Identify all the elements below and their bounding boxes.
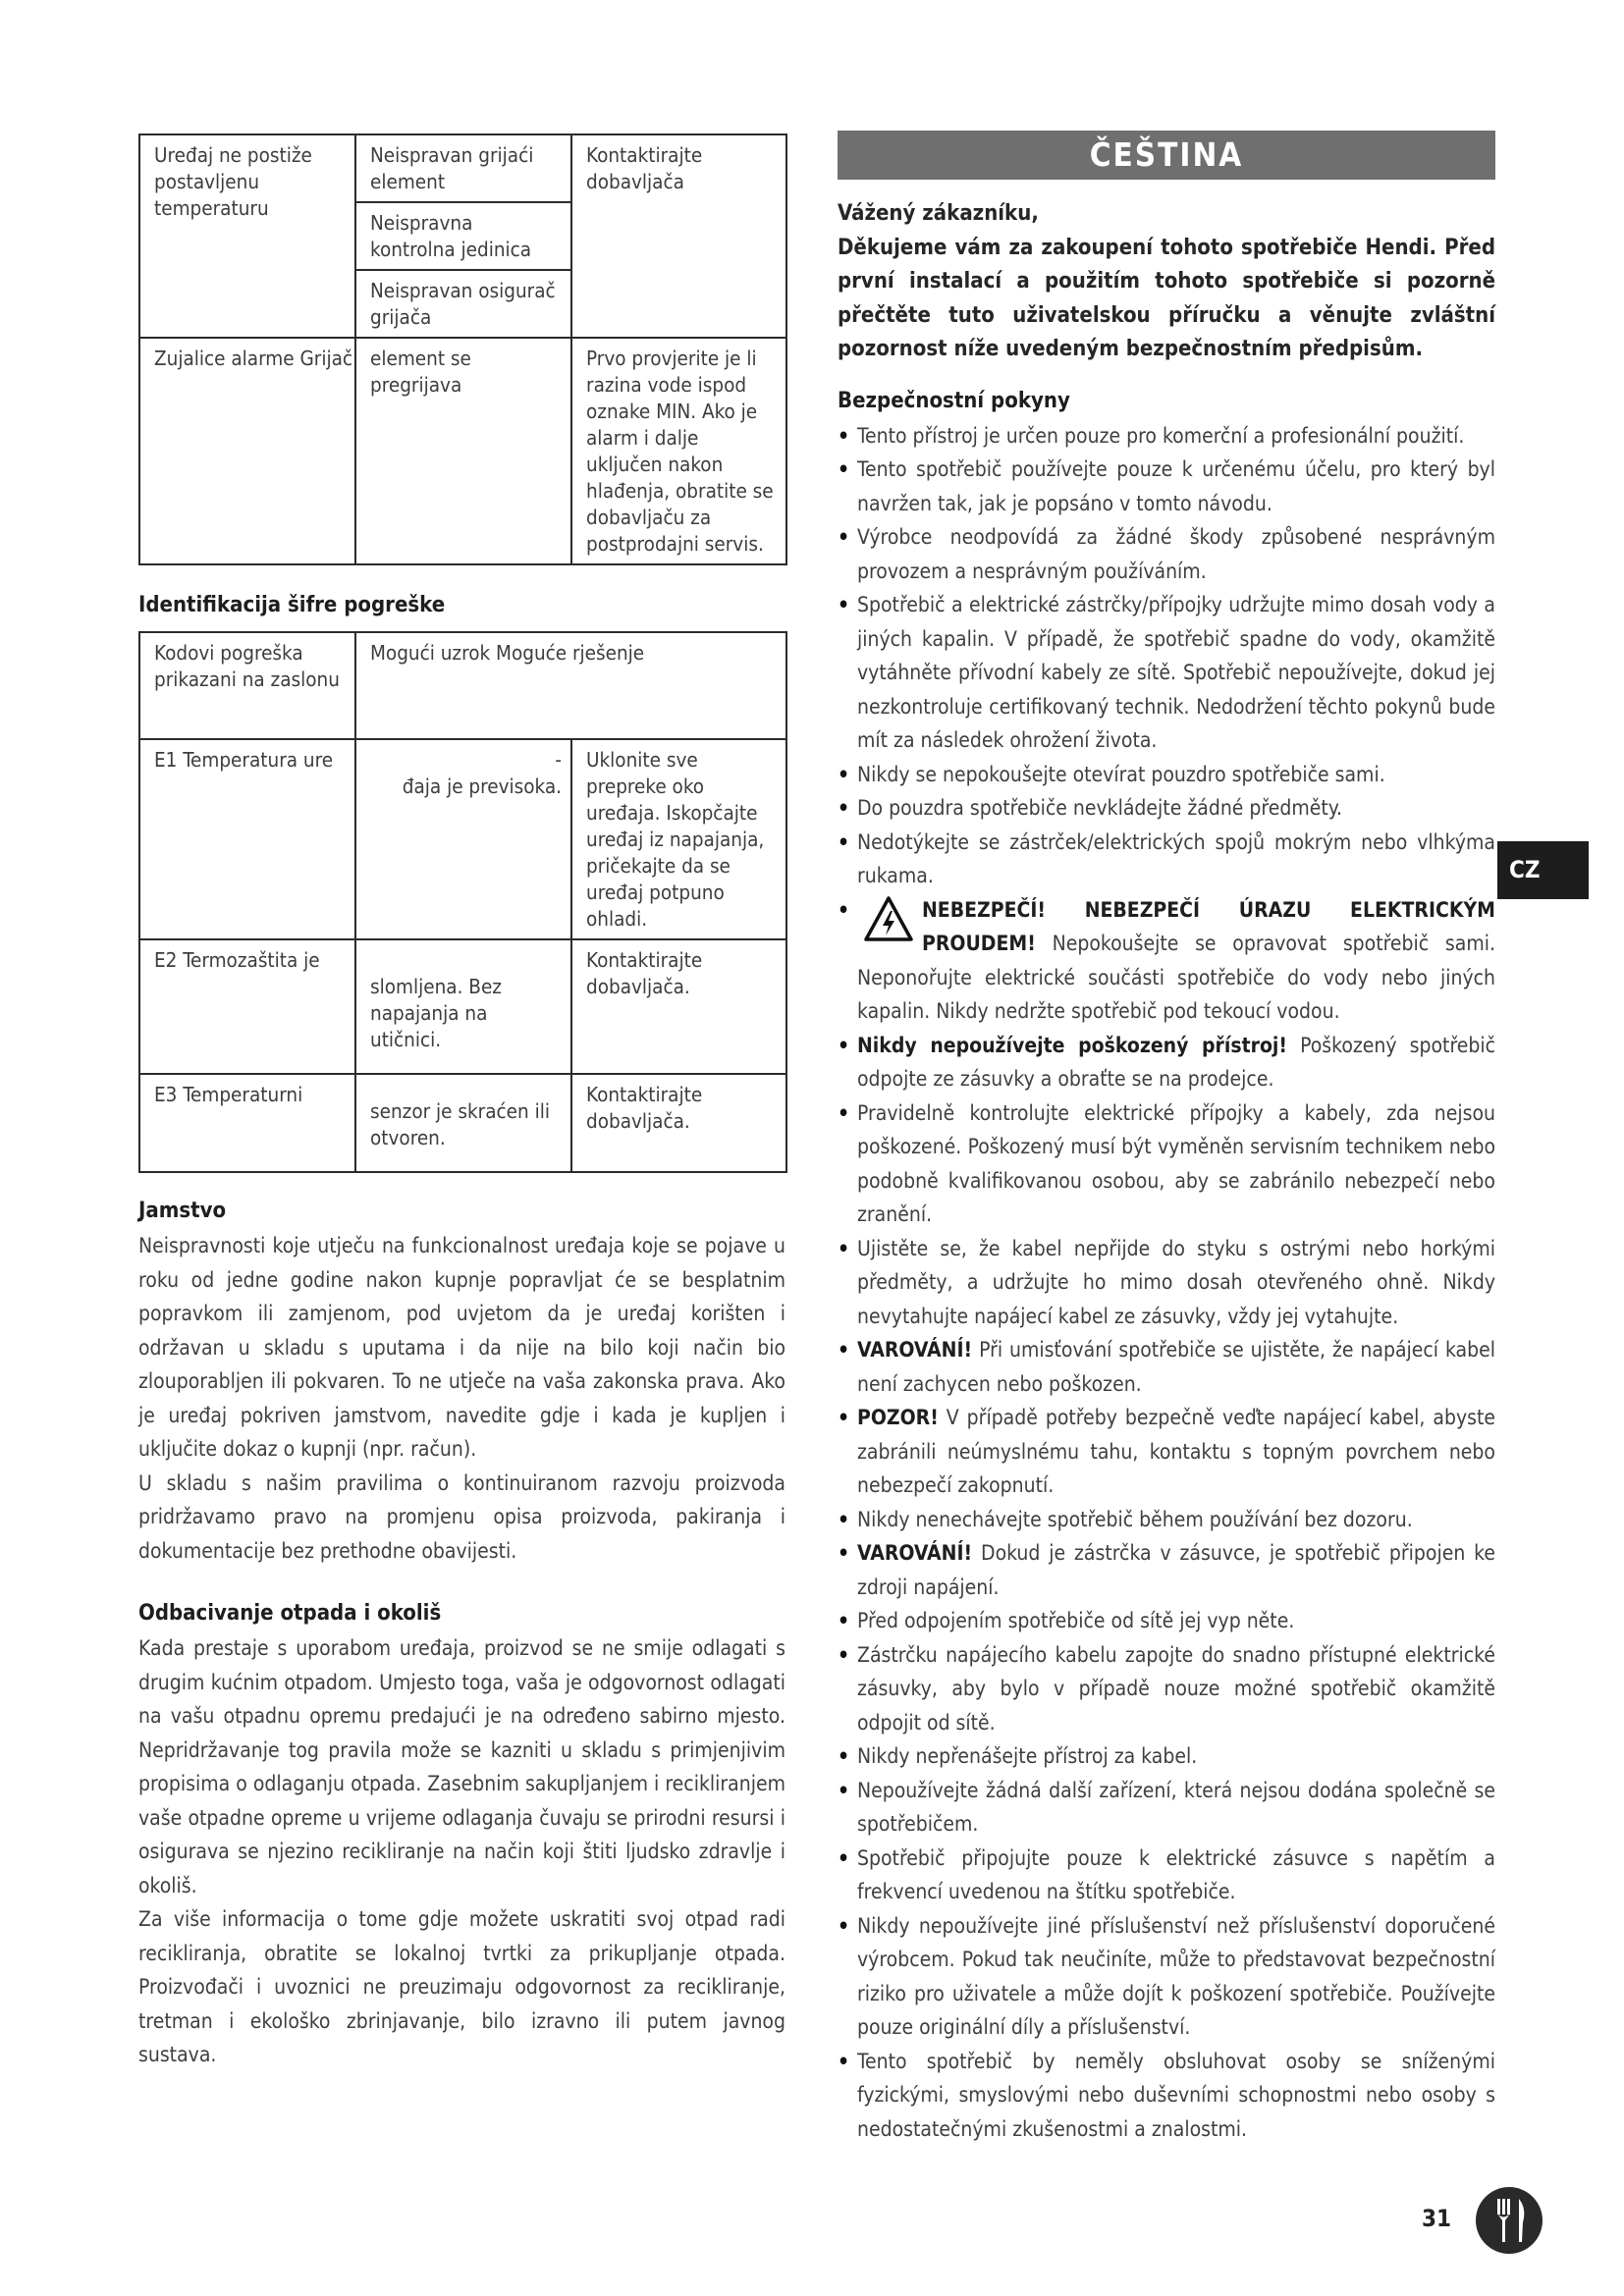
table-cell: senzor je skraćen ili otvoren. [355, 1074, 571, 1172]
warning-text: Poškozený spotřebič odpojte ze zásuvky a obraťte se na prodejce. [857, 1033, 1496, 1091]
table-cell: slomljena. Bez napajanja na utičnici. [355, 939, 571, 1074]
table-cell: E1 Temperatura ure [139, 739, 355, 939]
table-cell: - đaja je previsoka. [355, 739, 571, 939]
table-cell: element se pregrijava [355, 338, 571, 564]
list-item [838, 1536, 1495, 1604]
danger-text: Nepokoušejte se opravovat spotřebič sami. Neponořujte elektrické součásti spotřebiče do vody nebo jiných kapalin. Nikdy nedržte spotřebič pod tekoucí vodou. [857, 932, 1495, 1023]
troubleshooting-table [138, 133, 787, 565]
safety-list [838, 419, 1495, 2147]
warning-text: Při umisťování spotřebiče se ujistěte, že napájecí kabel není zachycen nebo poškozen. [857, 1338, 1495, 1396]
language-tab: CZ [1497, 841, 1589, 899]
right-column [838, 131, 1495, 2146]
table-row [139, 739, 786, 939]
warranty-paragraph: Neispravnosti koje utječu na funkcionalnost uređaja koje se pojave u roku od jedne godine nakon kupnje popravljat će se besplatnim popravkom ili zamjenom, pod uvjetom da je uređaj korišten i održavan u skladu s uputama i da nije na bilo koji način bio zlouporabljen ili pokvaren. To ne utječe na vaša zakonska prava. Ako je uređaj pokriven jamstvom, navedite gdje i kada je kupljen i uključite dokaz o kupnji (npr. račun). [138, 1234, 785, 1461]
list-item: • Nikdy se nepokoušejte otevírat pouzdro spotřebiče sami. [838, 758, 1495, 792]
table-row [139, 939, 786, 1074]
table-cell: Prvo provjerite je li razina vode ispod oznake MIN. Ako je alarm i dalje uključen nakon hlađenja, obratite se dobavljaču za postprodajni servis. [571, 338, 786, 564]
table-row [139, 134, 786, 338]
table-header-cell: Kodovi pogreška prikazani na zaslonu [139, 632, 355, 739]
cause-item: Neispravna kontrolna jedinica [356, 203, 570, 271]
list-item [838, 1401, 1495, 1503]
warranty-paragraph: U skladu s našim pravilima o kontinuiranom razvoju proizvoda pridržavamo pravo na promjenu opisa proizvoda, pakiranja i dokumentacije bez prethodne obavijesti. [138, 1470, 785, 1563]
disposal-title: Odbacivanje otpada i okoliš [138, 1601, 442, 1626]
list-item: • Před odpojením spotřebiče od sítě jej vyp něte. [838, 1604, 1495, 1638]
greeting: Vážený zákazníku, [838, 201, 1039, 226]
warning-label: Nikdy nepoužívejte poškozený přístroj! [857, 1033, 1288, 1057]
table-cell: E2 Termozaštita je [139, 939, 355, 1074]
list-item: • Tento spotřebič používejte pouze k určenému účelu, pro který byl navržen tak, jak je popsáno v tomto návodu. [838, 453, 1495, 520]
disposal-paragraph: Za više informacija o tome gdje možete uskratiti svoj otpad radi recikliranja, obratite se lokalnoj tvrtki za prikupljanje otpada. Proizvođači i uvoznici ne preuzimaju odgovornost za recikliranje, tretman i ekološko zbrinjavanje, bilo izravno ili putem javnog sustava. [138, 1907, 785, 2066]
table-cell: E3 Temperaturni [139, 1074, 355, 1172]
list-item: • Zástrčku napájecího kabelu zapojte do snadno přístupné elektrické zásuvky, aby bylo v případě nouze možné spotřebič okamžitě odpojit od sítě. [838, 1638, 1495, 1740]
disposal-paragraph: Kada prestaje s uporabom uređaja, proizvod se ne smije odlagati s drugim kućnim otpadom. Umjesto toga, vaša je odgovornost odlagati na vašu otpadnu opremu predajući je na određeno sabirno mjesto. Nepridržavanje tog pravila može se kazniti u skladu s primjenjivim propisima o odlaganju otpada. Zasebnim sakupljanjem i recikliranjem vaše otpadne opreme u vrijeme odlaganja čuvaju se prirodni resursi i osigurava se njezino recikliranje na način koji štiti ljudsko zdravlje i okoliš. [138, 1636, 785, 1897]
list-item: • Pravidelně kontrolujte elektrické přípojky a kabely, zda nejsou poškozené. Poškozený musí být vyměněn servisním technikem nebo podobně kvalifikovanou osobou, aby se zabránilo nebezpečí nebo zranění. [838, 1096, 1495, 1232]
table-cell: Kontaktirajte dobavljača [571, 134, 786, 338]
left-column [138, 131, 785, 2072]
list-item: • Nepoužívejte žádná další zařízení, která nejsou dodána společně se spotřebičem. [838, 1774, 1495, 1842]
table-cell: Uklonite sve prepreke oko uređaja. Iskopčajte uređaj iz napajanja, pričekajte da se uređaj potpuno ohladi. [571, 739, 786, 939]
table-cell: Zujalice alarme Grijač [139, 338, 355, 564]
table-cell: Uređaj ne postiže postavljenu temperaturu [139, 134, 355, 338]
error-code-heading: Identifikacija šifre pogreške [138, 593, 446, 617]
table-row [139, 1074, 786, 1172]
list-item: • Nedotýkejte se zástrček/elektrických spojů mokrým nebo vlhkýma rukama. [838, 826, 1495, 893]
electric-hazard-icon [863, 895, 914, 942]
warning-label: VAROVÁNÍ! [857, 1541, 973, 1565]
caution-label: POZOR! [857, 1406, 939, 1429]
caution-text: V případě potřeby bezpečně veďte napájecí kabel, abyste zabránili neúmyslnému tahu, kontaktu s topným povrchem nebo nebezpečí zakopnutí. [857, 1406, 1495, 1497]
cutlery-icon [1470, 2181, 1548, 2260]
list-item: • Tento spotřebič by neměly obsluhovat osoby se sníženými fyzickými, smyslovými nebo duševními schopnostmi nebo osoby s nedostatečnými zkušenostmi a znalostmi. [838, 2045, 1495, 2147]
list-item: • Spotřebič připojujte pouze k elektrické zásuvce s napětím a frekvencí uvedenou na štítku spotřebiče. [838, 1842, 1495, 1909]
list-item: • Nikdy nepoužívejte jiné příslušenství než příslušenství doporučené výrobcem. Pokud tak neučiníte, může to představovat bezpečnostní riziko pro uživatele a může dojít k poškození spotřebiče. Používejte pouze originální díly a příslušenství. [838, 1909, 1495, 2045]
intro-text: Děkujeme vám za zakoupení tohoto spotřebiče Hendi. Před první instalací a použitím tohoto spotřebiče si pozorně přečtěte tuto uživatelskou příručku a věnujte zvláštní pozornost níže uvedeným bezpečnostním předpisům. [838, 235, 1495, 361]
error-code-table [138, 631, 787, 1173]
warning-label: VAROVÁNÍ! [857, 1338, 973, 1362]
table-cell [355, 134, 571, 338]
language-banner: ČEŠTINA [838, 131, 1495, 180]
cause-item: Neispravan osigurač grijača [370, 279, 556, 329]
safety-title: Bezpečnostní pokyny [838, 388, 1070, 413]
list-item: • Nikdy nenechávejte spotřebič během používání bez dozoru. [838, 1503, 1495, 1537]
list-item [838, 1029, 1495, 1096]
list-item [838, 893, 1495, 1029]
table-cell: Kontaktirajte dobavljača. [571, 1074, 786, 1172]
table-cell: Kontaktirajte dobavljača. [571, 939, 786, 1074]
table-header-cell: Mogući uzrok Moguće rješenje [355, 632, 786, 739]
list-item: • Tento přístroj je určen pouze pro komerční a profesionální použití. [838, 419, 1495, 454]
list-item: • Spotřebič a elektrické zástrčky/přípojky udržujte mimo dosah vody a jiných kapalin. V případě, že spotřebič spadne do vody, okamžitě vytáhněte přívodní kabely ze sítě. Spotřebič nepoužívejte, dokud jej nezkontroluje certifikovaný technik. Nedodržení těchto pokynů bude mít za následek ohrožení života. [838, 588, 1495, 758]
danger-label: NEBEZPEČÍ! NEBEZPEČÍ ÚRAZU ELEKTRICKÝM PROUDEM! [922, 897, 1495, 955]
table-header-row [139, 632, 786, 739]
warranty-title: Jamstvo [138, 1199, 227, 1223]
page-number: 31 [1422, 2205, 1452, 2232]
list-item: • Nikdy nepřenášejte přístroj za kabel. [838, 1739, 1495, 1774]
cause-item: Neispravan grijaći element [356, 135, 570, 203]
list-item: • Do pouzdra spotřebiče nevkládejte žádné předměty. [838, 791, 1495, 826]
table-row [139, 338, 786, 564]
warning-text: Dokud je zástrčka v zásuvce, je spotřebič připojen ke zdroji napájení. [857, 1541, 1495, 1599]
list-item: • Ujistěte se, že kabel nepřijde do styku s ostrými nebo horkými předměty, a udržujte ho mimo dosah otevřeného ohně. Nikdy nevytahujte napájecí kabel ze zásuvky, vždy jej vytahujte. [838, 1232, 1495, 1334]
list-item [838, 1333, 1495, 1401]
list-item: • Výrobce neodpovídá za žádné škody způsobené nesprávným provozem a nesprávným používáním. [838, 520, 1495, 588]
